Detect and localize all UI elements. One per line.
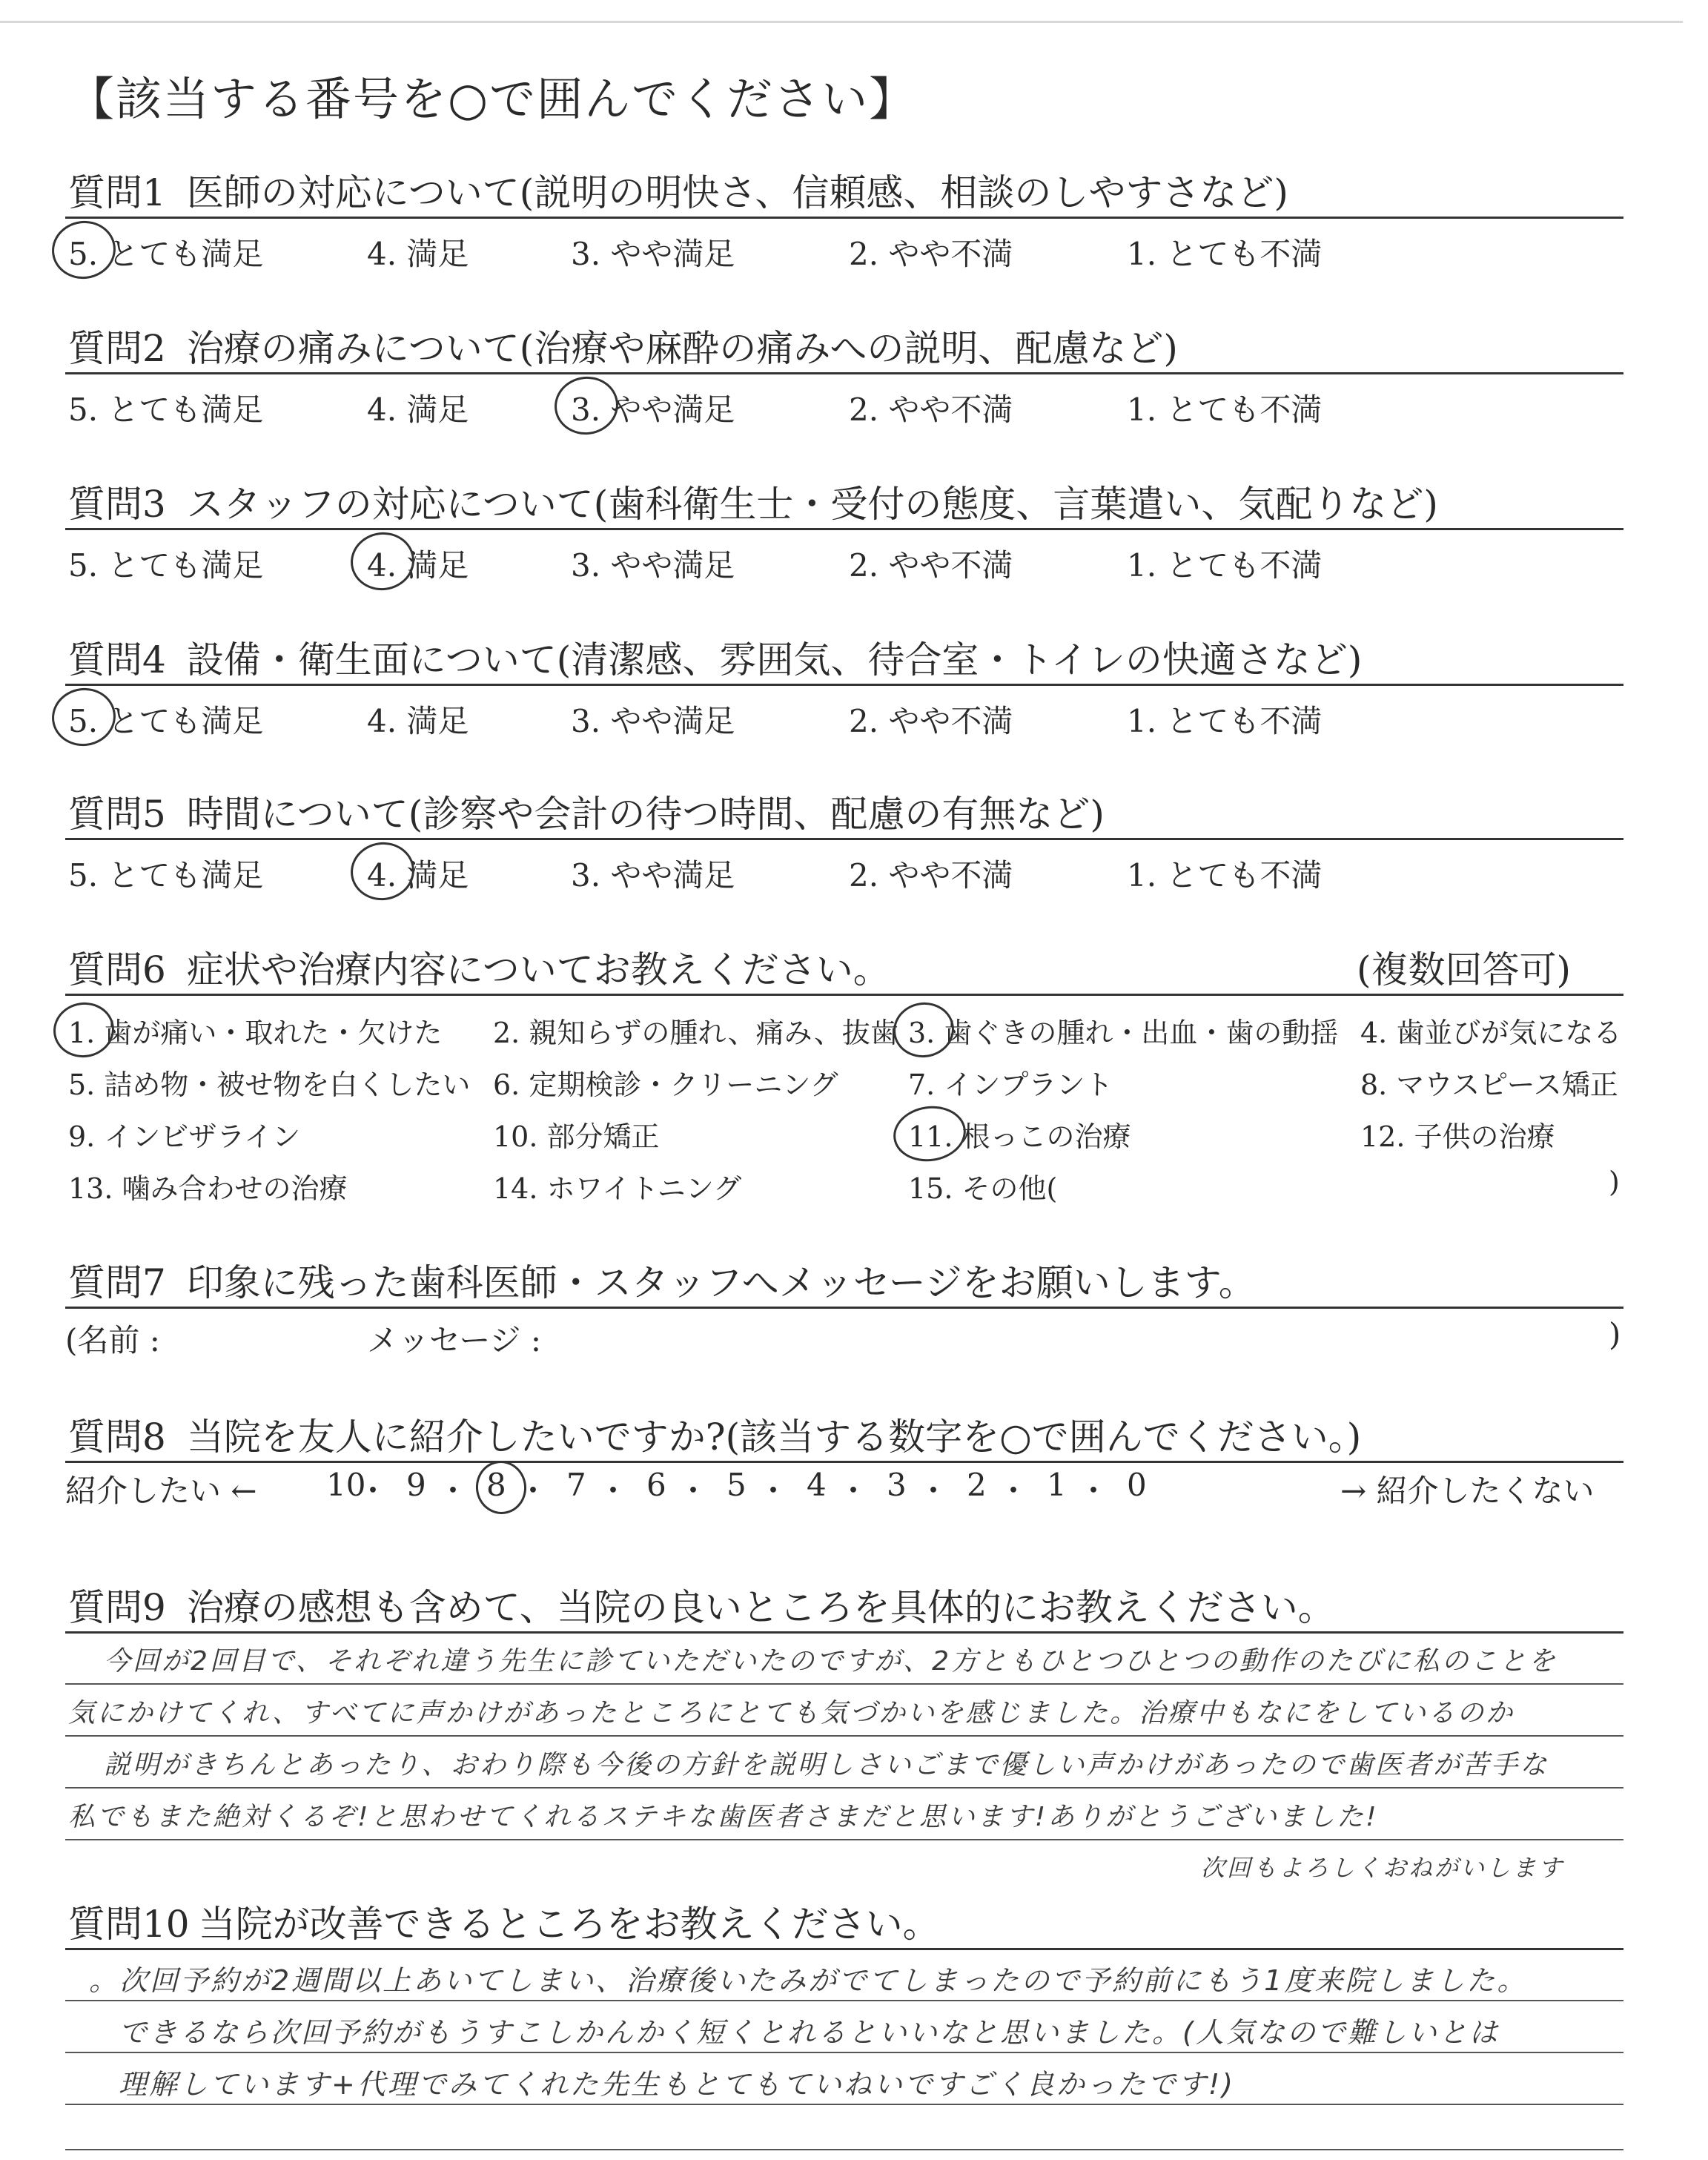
q9-handwriting-line: 今回が2回目で、それぞれ違う先生に診ていただいたのですが、2方ともひとつひとつの動作のたびに私のことを (104, 1646, 1558, 1677)
q6-option: 11. 根っこの治療 (908, 1120, 1131, 1153)
q9-handwriting-line: 次回もよろしくおねがいします (1201, 1854, 1565, 1882)
q8-scale-value: 9 (406, 1467, 426, 1503)
q1-option: 5. とても満足 (68, 236, 264, 272)
q6-option: 10. 部分矯正 (493, 1120, 660, 1153)
q10-rule (65, 1948, 1623, 1950)
q7-number: 質問7 (68, 1261, 166, 1304)
q2-option: 3. やや満足 (571, 392, 735, 428)
q3-option: 2. やや不満 (849, 547, 1013, 584)
q1-title (68, 163, 1288, 217)
q8-rule (65, 1461, 1623, 1463)
q4-option: 2. やや不満 (849, 703, 1013, 739)
q6-option: 1. 歯が痛い・取れた・欠けた (68, 1017, 443, 1049)
q8-scale-dot: ・ (357, 1473, 389, 1509)
q5-option: 3. やや満足 (571, 857, 735, 894)
q8-scale-value: 1 (1047, 1467, 1067, 1503)
q6-title (68, 940, 890, 994)
q10-handwriting-line: 。次回予約が2週間以上あいてしまい、治療後いたみがでてしまったので予約前にもう1度来院しました。 (89, 1964, 1528, 1997)
q3-title (68, 475, 1438, 528)
q4-rule (65, 684, 1623, 686)
q6-other-close-paren: ) (1609, 1166, 1620, 1198)
q8-scale-value: 7 (566, 1467, 586, 1503)
q8-scale-dot: ・ (1078, 1473, 1110, 1509)
q6-option: 9. インビザライン (68, 1120, 301, 1153)
q6-option: 13. 噛み合わせの治療 (68, 1172, 348, 1205)
q2-number: 質問2 (68, 327, 166, 370)
q10-line-rule (65, 2000, 1623, 2001)
q10-text: 当院が改善できるところをお教えください。 (198, 1903, 940, 1946)
q10-title (68, 1895, 940, 1948)
q9-handwriting-line: 気にかけてくれ、すべてに声かけがあったところにとても気づかいを感じました。治療中もなにをしているのか (68, 1698, 1515, 1728)
q8-scale-value: 6 (646, 1467, 666, 1503)
q7-close-paren: ) (1609, 1316, 1621, 1353)
q6-option: 6. 定期検診・クリーニング (493, 1069, 838, 1101)
q3-option: 1. とても不満 (1127, 547, 1323, 584)
q2-option: 1. とても不満 (1127, 392, 1323, 428)
q8-left-label: 紹介したい ← (65, 1473, 257, 1509)
q7-name-label: (名前 : (65, 1322, 160, 1358)
q10-line-rule (65, 2104, 1623, 2105)
q7-text: 印象に残った歯科医師・スタッフへメッセージをお願いします。 (186, 1261, 1256, 1304)
q8-right-label: → 紹介したくない (1340, 1473, 1595, 1509)
form-header: 【該当する番号を○で囲んでください】 (68, 72, 917, 126)
q7-title (68, 1253, 1256, 1307)
q1-option: 4. 満足 (367, 236, 469, 272)
q9-handwriting-line: 説明がきちんとあったり、おわり際も今後の方針を説明しさいごまで優しい声かけがあったので歯医者が苦手な (104, 1750, 1549, 1780)
q4-option: 3. やや満足 (571, 703, 735, 739)
q9-handwriting-line: 私でもまた絶対くるぞ!と思わせてくれるステキな歯医者さまだと思います!ありがとうございました! (68, 1802, 1379, 1832)
q8-scale-dot: ・ (838, 1473, 870, 1509)
q2-option: 2. やや不満 (849, 392, 1013, 428)
q8-scale-dot: ・ (437, 1473, 469, 1509)
q2-text: 治療の痛みについて(治療や麻酔の痛みへの説明、配慮など) (186, 327, 1178, 370)
q2-rule (65, 372, 1623, 374)
q6-option: 8. マウスピース矯正 (1360, 1069, 1618, 1101)
q6-option: 15. その他( (908, 1172, 1058, 1205)
q2-option: 4. 満足 (367, 392, 469, 428)
q9-title (68, 1578, 1335, 1631)
q8-scale-dot: ・ (678, 1473, 709, 1509)
q8-scale-value: 4 (807, 1467, 827, 1503)
q5-text: 時間について(診察や会計の待つ時間、配慮の有無など) (186, 793, 1105, 836)
q1-number: 質問1 (68, 171, 166, 214)
q6-number: 質問6 (68, 948, 166, 991)
q8-title (68, 1407, 1361, 1461)
q8-scale-value: 2 (967, 1467, 987, 1503)
q10-line-rule (65, 2149, 1623, 2150)
q1-option: 3. やや満足 (571, 236, 735, 272)
q9-line-rule (65, 1683, 1623, 1685)
q1-option: 1. とても不満 (1127, 236, 1323, 272)
q8-scale-value: 0 (1127, 1467, 1147, 1503)
q6-option: 12. 子供の治療 (1360, 1120, 1555, 1153)
q3-number: 質問3 (68, 483, 166, 526)
q10-handwriting-line: できるなら次回予約がもうすこしかんかく短くとれるといいなと思いました。(人気なので難しいとは (119, 2016, 1500, 2049)
q8-scale-dot: ・ (918, 1473, 950, 1509)
q3-option: 5. とても満足 (68, 547, 264, 584)
q9-line-rule (65, 1839, 1623, 1840)
q9-number: 質問9 (68, 1586, 166, 1629)
q5-option: 5. とても満足 (68, 857, 264, 894)
q7-rule (65, 1307, 1623, 1309)
q6-text: 症状や治療内容についてお教えください。 (186, 948, 890, 991)
q6-multi-note: (複数回答可) (1357, 948, 1572, 991)
q8-scale-value: 3 (887, 1467, 907, 1503)
q5-number: 質問5 (68, 793, 166, 836)
q9-rule (65, 1631, 1623, 1634)
q3-option: 4. 満足 (367, 547, 469, 584)
q10-line-rule (65, 2052, 1623, 2053)
q5-rule (65, 838, 1623, 840)
q3-text: スタッフの対応について(歯科衛生士・受付の態度、言葉遣い、気配りなど) (186, 483, 1438, 526)
q6-option: 3. 歯ぐきの腫れ・出血・歯の動揺 (908, 1017, 1339, 1049)
q6-option: 14. ホワイトニング (493, 1172, 742, 1205)
q2-option: 5. とても満足 (68, 392, 264, 428)
q6-option: 5. 詰め物・被せ物を白くしたい (68, 1069, 471, 1101)
q5-title (68, 785, 1105, 838)
q6-option: 7. インプラント (908, 1069, 1113, 1101)
q6-option: 4. 歯並びが気になる (1360, 1017, 1622, 1049)
q3-rule (65, 528, 1623, 530)
q8-scale-dot: ・ (598, 1473, 629, 1509)
q4-title (68, 630, 1362, 684)
q9-text: 治療の感想も含めて、当院の良いところを具体的にお教えください。 (186, 1586, 1335, 1629)
q1-rule (65, 217, 1623, 219)
q10-handwriting-line: 理解しています+代理でみてくれた先生もとてもていねいですごく良かったです!) (119, 2068, 1235, 2101)
q4-option: 1. とても不満 (1127, 703, 1323, 739)
q8-text: 当院を友人に紹介したいですか?(該当する数字を○で囲んでください。) (186, 1416, 1362, 1459)
q5-option: 1. とても不満 (1127, 857, 1323, 894)
q6-rule (65, 994, 1623, 996)
q8-scale-value: 10 (326, 1467, 366, 1503)
q8-scale-value: 5 (726, 1467, 747, 1503)
q1-option: 2. やや不満 (849, 236, 1013, 272)
q10-number: 質問10 (68, 1903, 190, 1946)
top-border (0, 21, 1683, 23)
q8-scale-dot: ・ (758, 1473, 790, 1509)
q5-option: 4. 満足 (367, 857, 469, 894)
q4-option: 5. とても満足 (68, 703, 264, 739)
q8-number: 質問8 (68, 1416, 166, 1459)
q8-scale-value: 8 (486, 1467, 506, 1503)
q4-text: 設備・衛生面について(清潔感、雰囲気、待合室・トイレの快適さなど) (186, 638, 1363, 681)
q8-scale-dot: ・ (517, 1473, 549, 1509)
q6-option: 2. 親知らずの腫れ、痛み、抜歯 (493, 1017, 898, 1049)
q8-scale-dot: ・ (998, 1473, 1030, 1509)
selection-circle-mark (890, 999, 958, 1062)
q3-option: 3. やや満足 (571, 547, 735, 584)
q9-line-rule (65, 1787, 1623, 1789)
q1-text: 医師の対応について(説明の明快さ、信頼感、相談のしやすさなど) (186, 171, 1288, 214)
selection-circle-mark (890, 1102, 969, 1166)
q4-option: 4. 満足 (367, 703, 469, 739)
q7-message-label: メッセージ : (367, 1322, 541, 1358)
selection-circle-mark (50, 999, 118, 1062)
q5-option: 2. やや不満 (849, 857, 1013, 894)
q4-number: 質問4 (68, 638, 166, 681)
q9-line-rule (65, 1735, 1623, 1737)
q2-title (68, 319, 1178, 372)
